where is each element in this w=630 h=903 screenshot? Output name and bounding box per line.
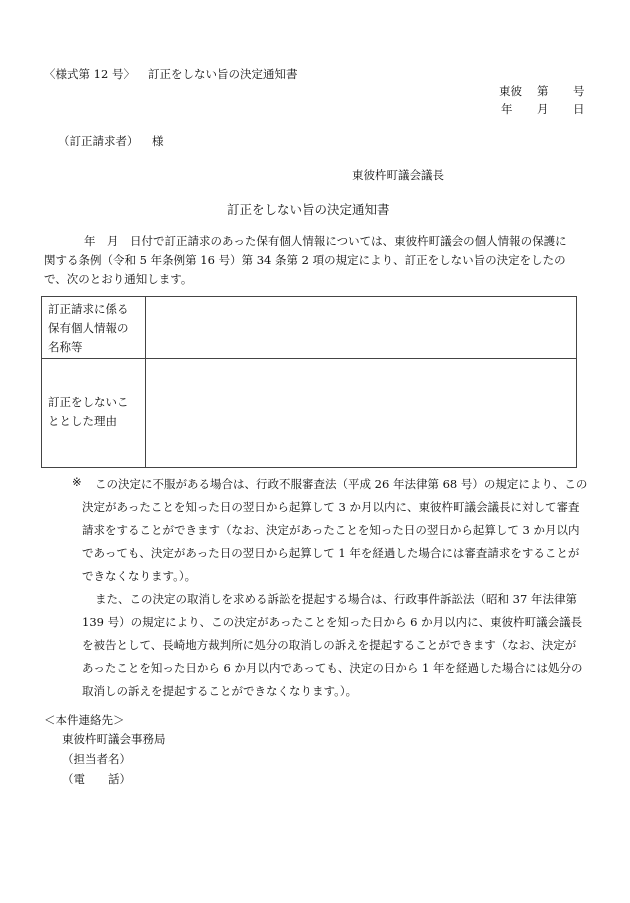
note-line: 139 号）の規定により、この決定があったことを知った日から 6 か月以内に、東彼杵町議会議長 (82, 615, 583, 629)
doc-number-prefix: 東彼 (499, 84, 522, 98)
note-mark: ※ (72, 475, 82, 489)
contact-person: （担当者名） (62, 752, 131, 766)
label-line: 訂正請求に係る (48, 302, 129, 316)
date-year: 年 (501, 102, 513, 116)
recipient-label: （訂正請求者） (58, 134, 139, 148)
note-line: あったことを知った日から 6 か月以内であっても、決定の日から 1 年を経過した場合には処分の (82, 661, 583, 675)
contact-office: 東彼杵町議会事務局 (62, 732, 166, 746)
label-line: 名称等 (48, 340, 83, 354)
note-line: を被告として、長崎地方裁判所に処分の取消しの訴えを提起することができます（なお、決定が (82, 638, 577, 652)
table-label-info-name (48, 300, 129, 357)
recipient-honorific: 様 (152, 134, 164, 148)
body-paragraph (44, 232, 567, 289)
table-label-reason (48, 393, 129, 431)
note-line: また、この決定の取消しを求める訴訟を提起する場合は、行政事件訴訟法（昭和 37 年法律第 (95, 592, 577, 606)
document-title: 訂正をしない旨の決定通知書 (227, 202, 390, 217)
note-line: できなくなります。）。 (82, 569, 197, 583)
date-month: 月 (537, 102, 549, 116)
table-row-reason (42, 359, 576, 467)
form-name: 訂正をしない旨の決定通知書 (148, 67, 298, 81)
date-day: 日 (573, 102, 585, 116)
note-line: この決定に不服がある場合は、行政不服審査法（平成 26 年法律第 68 号）の規定により、この (95, 477, 588, 491)
label-line: 保有個人情報の (48, 321, 129, 335)
sender-name: 東彼杵町議会議長 (352, 168, 444, 182)
details-table (41, 296, 577, 468)
label-line: 訂正をしないこ (48, 395, 129, 409)
form-number: 〈様式第 12 号〉 (44, 67, 135, 81)
body-line: 関する条例（令和 5 年条例第 16 号）第 34 条第 2 項の規定により、訂正をしない旨の決定をしたの (44, 253, 566, 267)
contact-phone: （電 話） (62, 772, 131, 786)
body-line: で、次のとおり通知します。 (44, 272, 193, 286)
doc-number-go: 号 (573, 84, 585, 98)
table-row-info-name (42, 297, 576, 359)
note-line: であっても、決定があった日の翌日から起算して 1 年を経過した場合には審査請求をすることが (82, 546, 580, 560)
note-line: 決定があったことを知った日の翌日から起算して 3 か月以内に、東彼杵町議会議長に対して審査 (82, 500, 580, 514)
contact-heading: ＜本件連絡先＞ (44, 713, 125, 727)
label-line: ととした理由 (48, 414, 117, 428)
note-line: 請求をすることができます（なお、決定があったことを知った日の翌日から起算して 3 か月以内 (82, 523, 580, 537)
note-line: 取消しの訴えを提起することができなくなります。）。 (82, 684, 358, 698)
doc-number-dai: 第 (537, 84, 549, 98)
body-line: 年 月 日付で訂正請求のあった保有個人情報については、東彼杵町議会の個人情報の保護に (84, 234, 567, 248)
